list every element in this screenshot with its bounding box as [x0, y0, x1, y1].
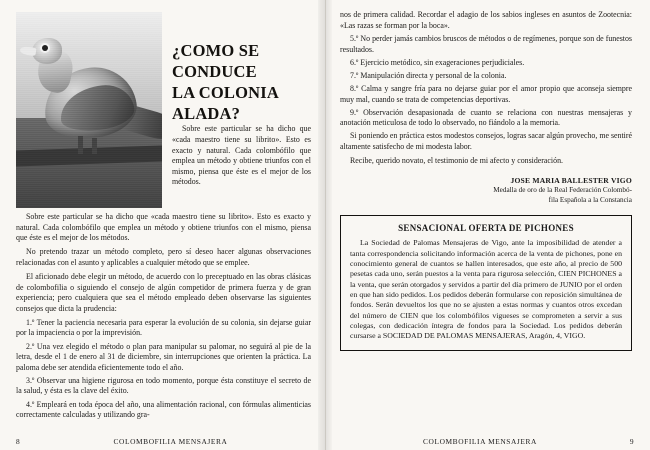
left-paragraph-4: El aficionado debe elegir un método, de acuerdo con lo preceptuado en las obras clásicas de colombofilia o siguiendo el consejo de algún competidor de primera fuerza y de gran experiencia; pero cualquiera que sea el método empleado deben observarse las siguientes consejos que dicta la prudencia: [16, 271, 311, 313]
right-page [325, 0, 650, 450]
list-item: 9.º Observación desapasionada de cuanto se relaciona con nuestras mensajeras y anotación meticulosa de todo lo observado, no fiándolo a la memoria. [340, 107, 632, 128]
list-item: 2.º Una vez elegido el método o plan para manipular su palomar, no seguirá al pie de la letra, desde el 1 de enero al 31 de diciembre, sin interrupciones que orienten la práctica. La paloma debe ser atendida eficientemente todo el año. [16, 341, 311, 372]
author-credential-line-1: Medalla de oro de la Real Federación Colombó- [493, 186, 632, 195]
right-closing-paragraph-2: Recibe, querido novato, el testimonio de mi afecto y consideración. [350, 155, 563, 165]
headline-line-2: LA COLONIA ALADA? [172, 83, 279, 124]
right-page-footer [326, 437, 650, 446]
list-item: 1.º Tener la paciencia necesaria para esperar la evolución de su colonia, sin dejarse guiar por la impaciencia o por la imprevisión. [16, 317, 311, 338]
advertisement-box [340, 215, 632, 351]
list-item: 7.º Manipulación directa y personal de la colonia. [350, 70, 507, 80]
list-item: 3.º Observar una higiene rigurosa en todo momento, porque ésta constituye el secreto de la salud, y ésta es la clave del éxito. [16, 375, 311, 396]
running-head-left: COLOMBOFILIA MENSAJERA [113, 437, 228, 446]
left-paragraph-2: Sobre este particular se ha dicho que «cada maestro tiene su librito». Esto es exacto y natural. Cada colombófilo que emplea un método y obtiene triunfos con el mismo, piensa que éste es el mejor de los métodos. [16, 212, 311, 243]
page-number-right: 9 [629, 437, 634, 446]
racing-pigeon-photo [16, 12, 162, 208]
right-continuation-paragraph: nos de primera calidad. Recordar el adagio de los sabios ingleses en asuntos de Zootecnia: «Las razas se forman por la boca». [340, 10, 632, 30]
left-page-footer [0, 437, 325, 446]
list-item: 8.º Calma y sangre fría para no dejarse guiar por el amor propio que aconseja siempre muy mal, cuando se trata de competencias deportivas. [340, 84, 632, 104]
list-item: 4.º Empleará en toda época del año, una alimentación racional, con fórmulas alimenticias correctamente calculadas y utilizando gra- [16, 399, 311, 420]
author-credential-line-2: fila Española a la Constancia [548, 195, 632, 204]
list-item: 6.º Ejercicio metódico, sin exageraciones perjudiciales. [350, 57, 525, 67]
page-number-left: 8 [16, 437, 21, 446]
list-item: 5.º No perder jamás cambios bruscos de métodos o de regímenes, porque son de funestos resultados. [340, 34, 632, 54]
left-paragraph-1: Sobre este particular se ha dicho que «cada maestro tiene su librito». Esto es exacto y natural. Cada colombófilo que emplea un método y obtiene triunfos con el mismo, piensa que éste es el mejor de los métodos. [172, 124, 311, 187]
headline-line-1: ¿COMO SE CONDUCE [172, 41, 260, 82]
advertisement-body: La Sociedad de Palomas Mensajeras de Vigo, ante la imposibilidad de atender a tanta correspondencia solicitando información acerca de la venta de pichones, pone en conocimiento general de cuantos se hallen interesados, que este año, al precio de 500 pesetas cada uno, serán puestos a la venta para rigurosa selección, CIEN PICHONES a la venta, que serán otorgados y servidos a partir del día primero de JUNIO por el orden en que han sido pedidos. Los pedidos deberán formularse con reposición simultánea de fondos. Serán devueltos los que no se ajusten a estas normas y cuantos otros excedan del número de CIEN que los colombófilos vigueses se comprometen a servir a sus colegas, con dedicación íntegra de fondos para la Sociedad. Los pedidos deberán cursarse a SOCIEDAD DE PALOMAS MENSAJERAS, Aragón, 4, VIGO. [350, 238, 622, 341]
left-numbered-list [16, 318, 311, 421]
left-paragraph-3: No pretendo trazar un método completo, pero sí deseo hacer algunas observaciones relacionadas con el asunto y aplicables a cualquier método que se emplee. [16, 247, 311, 267]
advertisement-title: SENSACIONAL OFERTA DE PICHONES [398, 223, 574, 234]
author-name: JOSE MARIA BALLESTER VIGO [510, 176, 632, 186]
running-head-right: COLOMBOFILIA MENSAJERA [422, 437, 537, 446]
photo-grain-overlay [16, 12, 162, 208]
right-closing-paragraph-1: Si poniendo en práctica estos modestos consejos, logras sacar algún provecho, me sentiré altamente satisfecho de mi modesta labor. [340, 131, 632, 152]
author-signature [340, 176, 632, 205]
right-numbered-list [340, 34, 632, 129]
